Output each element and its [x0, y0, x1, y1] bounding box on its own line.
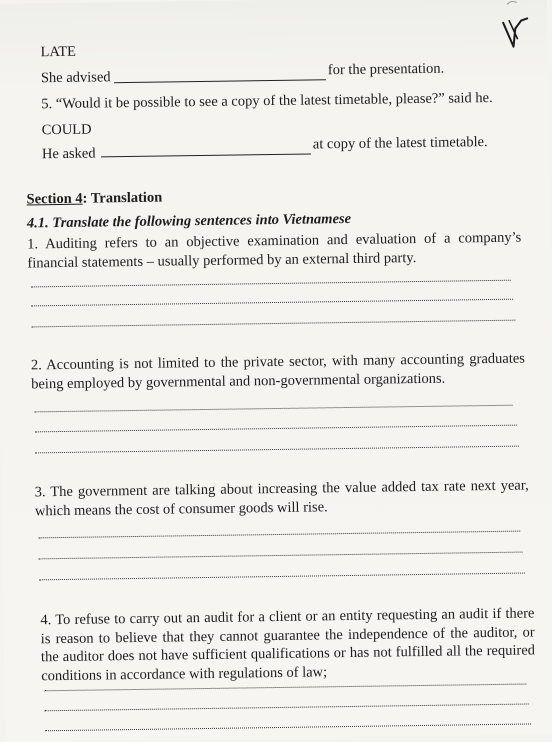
answer-blank-2[interactable] — [101, 153, 311, 157]
answer-line[interactable] — [39, 552, 523, 560]
answer-line[interactable] — [31, 320, 515, 328]
translation-item-1: 1. Auditing refers to an objective examination and evaluation of a company’s financial statements – usually performed by an external third party. — [27, 229, 522, 271]
translation-item-4: 4. To refuse to carry out an audit for a client or an entity requesting an audit if there is reason to believe that they cannot guarantee the independence of the auditor, or the auditor does not have sufficient qualifications or has not fulfilled all the required conditions in accordance with regulations of law; — [40, 605, 536, 684]
section-label-rest: : Translation — [82, 189, 163, 207]
section-heading — [26, 190, 162, 209]
keyword-late: LATE — [40, 43, 77, 61]
question-5: 5. “Would it be possible to see a copy of the latest timetable, please?” said he. — [41, 89, 493, 113]
translation-item-2: 2. Accounting is not limited to the private sector, with many accounting graduates being employed by governmental and non-governmental organizations. — [30, 350, 525, 392]
he-asked-label: He asked — [41, 145, 96, 163]
answer-line[interactable] — [45, 723, 531, 731]
check-mark-icon — [501, 16, 531, 50]
answer-line[interactable] — [35, 405, 513, 413]
answer-line[interactable] — [44, 684, 526, 692]
ink-smudge — [505, 0, 519, 9]
answer-line[interactable] — [31, 280, 511, 288]
at-copy-text: at copy of the latest timetable. — [312, 134, 488, 153]
section-label: Section 4 — [26, 190, 83, 208]
answer-line[interactable] — [35, 446, 519, 454]
answer-line[interactable] — [39, 573, 525, 581]
translation-item-3: 3. The government are talking about increasing the value added tax rate next year, which means the cost of consumer goods will rise. — [34, 477, 529, 519]
answer-line[interactable] — [31, 299, 513, 307]
answer-blank-1[interactable] — [114, 79, 326, 83]
keyword-could: COULD — [41, 121, 92, 139]
she-advised-label: She advised — [40, 69, 111, 87]
answer-line[interactable] — [45, 704, 529, 712]
answer-line[interactable] — [38, 531, 520, 539]
section-subheading: 4.1. Translate the following sentences into Vietnamese — [26, 210, 352, 232]
answer-line[interactable] — [35, 425, 517, 433]
for-presentation-text: for the presentation. — [327, 60, 445, 79]
